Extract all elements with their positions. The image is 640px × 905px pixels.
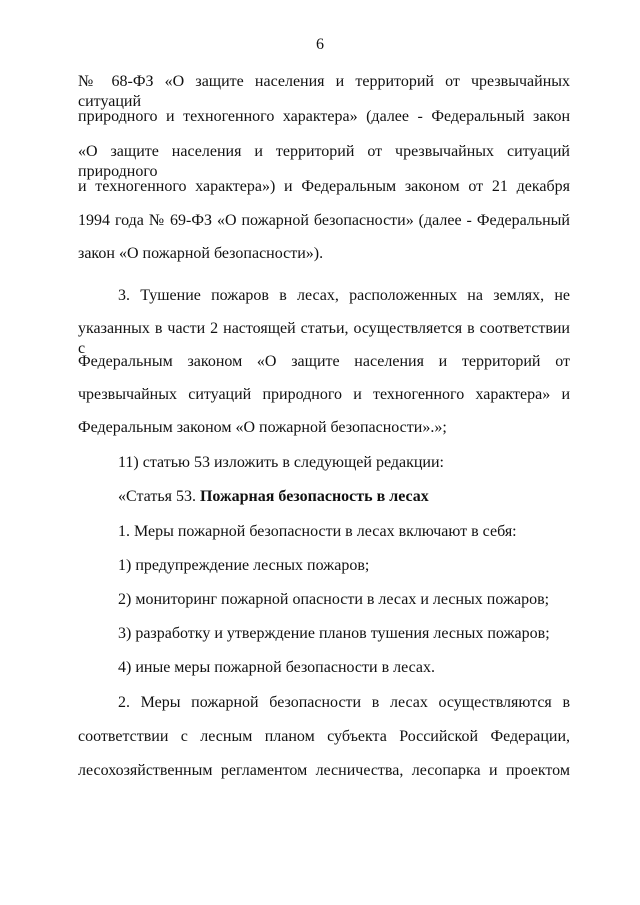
text-line: 11) статью 53 изложить в следующей редакции: bbox=[118, 454, 444, 471]
text-line: соответствии с лесным планом субъекта Российской Федерации, bbox=[78, 728, 570, 745]
page-number: 6 bbox=[316, 36, 324, 53]
text-line: лесохозяйственным регламентом лесничества, лесопарка и проектом bbox=[78, 762, 570, 779]
list-item: 4) иные меры пожарной безопасности в лесах. bbox=[118, 659, 435, 676]
list-item: 1) предупреждение лесных пожаров; bbox=[118, 557, 370, 574]
list-item: 2) мониторинг пожарной опасности в лесах и лесных пожаров; bbox=[118, 591, 550, 608]
text-line: 1994 года № 69-ФЗ «О пожарной безопасности» (далее - Федеральный bbox=[78, 212, 570, 229]
list-item: 3) разработку и утверждение планов тушения лесных пожаров; bbox=[118, 625, 550, 642]
text-line: Федеральным законом «О пожарной безопасности».»; bbox=[78, 419, 447, 436]
article-heading bbox=[118, 487, 570, 507]
text-line: закон «О пожарной безопасности»). bbox=[78, 245, 324, 262]
text-line: «О защите населения и территорий от чрезвычайных ситуаций природного bbox=[78, 143, 570, 180]
text-line: чрезвычайных ситуаций природного и техногенного характера» и bbox=[78, 386, 570, 403]
text-line: 3. Тушение пожаров в лесах, расположенных на землях, не bbox=[118, 287, 570, 304]
text-line: указанных в части 2 настоящей статьи, осуществляется в соответствии с bbox=[78, 320, 570, 357]
text-line: № 68-ФЗ «О защите населения и территорий от чрезвычайных ситуаций bbox=[78, 73, 570, 110]
text-line: Федеральным законом «О защите населения и территорий от bbox=[78, 353, 570, 370]
text-line: природного и техногенного характера» (далее - Федеральный закон bbox=[78, 108, 570, 125]
article-title: Пожарная безопасность в лесах bbox=[199, 488, 429, 505]
text-line: и техногенного характера») и Федеральным законом от 21 декабря bbox=[78, 178, 570, 195]
article-number: «Статья 53. bbox=[118, 488, 196, 505]
text-line: 2. Меры пожарной безопасности в лесах осуществляются в bbox=[118, 694, 570, 711]
text-line: 1. Меры пожарной безопасности в лесах включают в себя: bbox=[118, 523, 517, 540]
